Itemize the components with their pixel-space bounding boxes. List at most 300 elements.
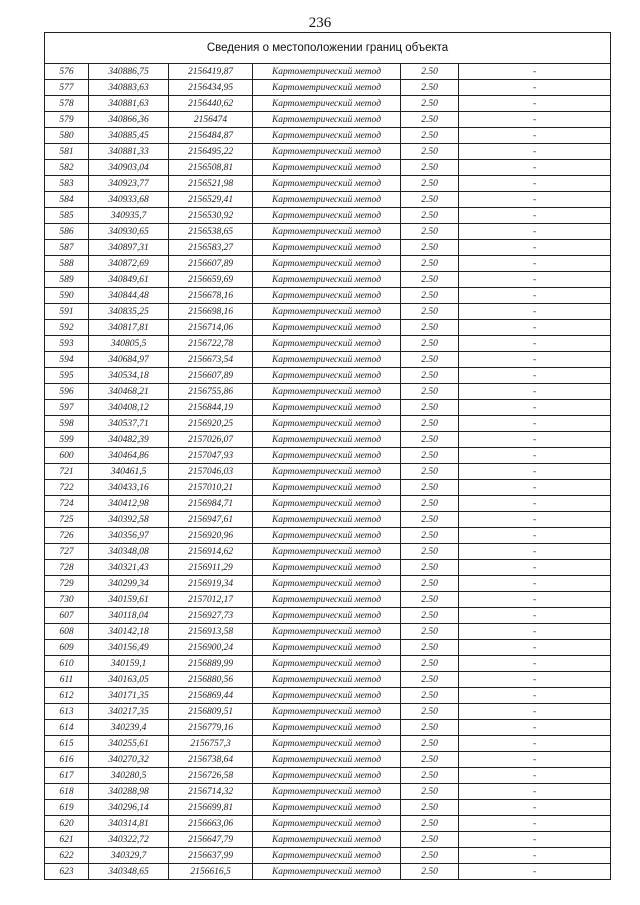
table-row (45, 480, 611, 496)
x-coordinate-cell: 340356,97 (89, 528, 169, 544)
x-coordinate-cell: 340322,72 (89, 832, 169, 848)
description-cell: - (459, 368, 611, 384)
table-row (45, 784, 611, 800)
x-coordinate-cell: 340872,69 (89, 256, 169, 272)
y-coordinate-cell: 2156673,54 (169, 352, 253, 368)
description-cell: - (459, 672, 611, 688)
description-cell: - (459, 352, 611, 368)
x-coordinate-cell: 340684,97 (89, 352, 169, 368)
method-cell: Картометрический метод (253, 736, 401, 752)
point-number-cell: 576 (45, 64, 89, 80)
point-number-cell: 594 (45, 352, 89, 368)
accuracy-cell: 2.50 (401, 432, 459, 448)
method-cell: Картометрический метод (253, 240, 401, 256)
y-coordinate-cell: 2156699,81 (169, 800, 253, 816)
method-cell: Картометрический метод (253, 640, 401, 656)
description-cell: - (459, 192, 611, 208)
description-cell: - (459, 240, 611, 256)
description-cell: - (459, 528, 611, 544)
accuracy-cell: 2.50 (401, 192, 459, 208)
description-cell: - (459, 416, 611, 432)
point-number-cell: 598 (45, 416, 89, 432)
method-cell: Картометрический метод (253, 160, 401, 176)
method-cell: Картометрический метод (253, 608, 401, 624)
table-row (45, 624, 611, 640)
accuracy-cell: 2.50 (401, 672, 459, 688)
y-coordinate-cell: 2156869,44 (169, 688, 253, 704)
x-coordinate-cell: 340534,18 (89, 368, 169, 384)
accuracy-cell: 2.50 (401, 160, 459, 176)
accuracy-cell: 2.50 (401, 448, 459, 464)
method-cell: Картометрический метод (253, 592, 401, 608)
x-coordinate-cell: 340408,12 (89, 400, 169, 416)
method-cell: Картометрический метод (253, 576, 401, 592)
y-coordinate-cell: 2156984,71 (169, 496, 253, 512)
x-coordinate-cell: 340897,31 (89, 240, 169, 256)
table-row (45, 720, 611, 736)
table-row (45, 560, 611, 576)
description-cell: - (459, 800, 611, 816)
y-coordinate-cell: 2157026,07 (169, 432, 253, 448)
accuracy-cell: 2.50 (401, 688, 459, 704)
accuracy-cell: 2.50 (401, 512, 459, 528)
point-number-cell: 729 (45, 576, 89, 592)
description-cell: - (459, 608, 611, 624)
y-coordinate-cell: 2156755,86 (169, 384, 253, 400)
y-coordinate-cell: 2156911,29 (169, 560, 253, 576)
x-coordinate-cell: 340321,43 (89, 560, 169, 576)
point-number-cell: 616 (45, 752, 89, 768)
accuracy-cell: 2.50 (401, 336, 459, 352)
method-cell: Картометрический метод (253, 432, 401, 448)
accuracy-cell: 2.50 (401, 464, 459, 480)
description-cell: - (459, 720, 611, 736)
x-coordinate-cell: 340866,36 (89, 112, 169, 128)
x-coordinate-cell: 340835,25 (89, 304, 169, 320)
description-cell: - (459, 128, 611, 144)
point-number-cell: 591 (45, 304, 89, 320)
x-coordinate-cell: 340163,05 (89, 672, 169, 688)
description-cell: - (459, 400, 611, 416)
accuracy-cell: 2.50 (401, 800, 459, 816)
table-row (45, 320, 611, 336)
accuracy-cell: 2.50 (401, 480, 459, 496)
table-row (45, 752, 611, 768)
x-coordinate-cell: 340159,1 (89, 656, 169, 672)
method-cell: Картометрический метод (253, 112, 401, 128)
point-number-cell: 620 (45, 816, 89, 832)
point-number-cell: 588 (45, 256, 89, 272)
x-coordinate-cell: 340935,7 (89, 208, 169, 224)
point-number-cell: 614 (45, 720, 89, 736)
y-coordinate-cell: 2156844,19 (169, 400, 253, 416)
method-cell: Картометрический метод (253, 864, 401, 880)
accuracy-cell: 2.50 (401, 848, 459, 864)
method-cell: Картометрический метод (253, 80, 401, 96)
method-cell: Картометрический метод (253, 96, 401, 112)
accuracy-cell: 2.50 (401, 64, 459, 80)
description-cell: - (459, 160, 611, 176)
description-cell: - (459, 784, 611, 800)
point-number-cell: 584 (45, 192, 89, 208)
y-coordinate-cell: 2156474 (169, 112, 253, 128)
accuracy-cell: 2.50 (401, 384, 459, 400)
x-coordinate-cell: 340883,63 (89, 80, 169, 96)
table-row (45, 464, 611, 480)
point-number-cell: 724 (45, 496, 89, 512)
method-cell: Картометрический метод (253, 528, 401, 544)
x-coordinate-cell: 340280,5 (89, 768, 169, 784)
table-row (45, 768, 611, 784)
method-cell: Картометрический метод (253, 464, 401, 480)
point-number-cell: 617 (45, 768, 89, 784)
accuracy-cell: 2.50 (401, 80, 459, 96)
accuracy-cell: 2.50 (401, 496, 459, 512)
accuracy-cell: 2.50 (401, 784, 459, 800)
description-cell: - (459, 336, 611, 352)
accuracy-cell: 2.50 (401, 240, 459, 256)
accuracy-cell: 2.50 (401, 224, 459, 240)
point-number-cell: 578 (45, 96, 89, 112)
y-coordinate-cell: 2156434,95 (169, 80, 253, 96)
x-coordinate-cell: 340805,5 (89, 336, 169, 352)
point-number-cell: 589 (45, 272, 89, 288)
accuracy-cell: 2.50 (401, 288, 459, 304)
method-cell: Картометрический метод (253, 512, 401, 528)
y-coordinate-cell: 2156900,24 (169, 640, 253, 656)
point-number-cell: 597 (45, 400, 89, 416)
table-row (45, 176, 611, 192)
point-number-cell: 590 (45, 288, 89, 304)
table-row (45, 272, 611, 288)
point-number-cell: 726 (45, 528, 89, 544)
point-number-cell: 619 (45, 800, 89, 816)
method-cell: Картометрический метод (253, 720, 401, 736)
accuracy-cell: 2.50 (401, 720, 459, 736)
y-coordinate-cell: 2156440,62 (169, 96, 253, 112)
y-coordinate-cell: 2156920,96 (169, 528, 253, 544)
accuracy-cell: 2.50 (401, 528, 459, 544)
table-row (45, 208, 611, 224)
x-coordinate-cell: 340464,86 (89, 448, 169, 464)
description-cell: - (459, 320, 611, 336)
x-coordinate-cell: 340296,14 (89, 800, 169, 816)
point-number-cell: 725 (45, 512, 89, 528)
table-row (45, 384, 611, 400)
description-cell: - (459, 752, 611, 768)
accuracy-cell: 2.50 (401, 640, 459, 656)
method-cell: Картометрический метод (253, 768, 401, 784)
table-row (45, 656, 611, 672)
accuracy-cell: 2.50 (401, 560, 459, 576)
description-cell: - (459, 384, 611, 400)
accuracy-cell: 2.50 (401, 144, 459, 160)
accuracy-cell: 2.50 (401, 320, 459, 336)
y-coordinate-cell: 2156927,73 (169, 608, 253, 624)
method-cell: Картометрический метод (253, 224, 401, 240)
y-coordinate-cell: 2156678,16 (169, 288, 253, 304)
x-coordinate-cell: 340392,58 (89, 512, 169, 528)
x-coordinate-cell: 340217,35 (89, 704, 169, 720)
method-cell: Картометрический метод (253, 624, 401, 640)
table-row (45, 544, 611, 560)
section-header-row (45, 33, 611, 64)
method-cell: Картометрический метод (253, 64, 401, 80)
x-coordinate-cell: 340239,4 (89, 720, 169, 736)
method-cell: Картометрический метод (253, 816, 401, 832)
method-cell: Картометрический метод (253, 752, 401, 768)
accuracy-cell: 2.50 (401, 864, 459, 880)
method-cell: Картометрический метод (253, 208, 401, 224)
method-cell: Картометрический метод (253, 304, 401, 320)
x-coordinate-cell: 340348,65 (89, 864, 169, 880)
x-coordinate-cell: 340288,98 (89, 784, 169, 800)
table-row (45, 304, 611, 320)
description-cell: - (459, 816, 611, 832)
description-cell: - (459, 432, 611, 448)
point-number-cell: 595 (45, 368, 89, 384)
point-number-cell: 586 (45, 224, 89, 240)
x-coordinate-cell: 340885,45 (89, 128, 169, 144)
table-row (45, 368, 611, 384)
page-number: 236 (308, 15, 332, 31)
x-coordinate-cell: 340171,35 (89, 688, 169, 704)
point-number-cell: 581 (45, 144, 89, 160)
method-cell: Картометрический метод (253, 448, 401, 464)
table-row (45, 256, 611, 272)
y-coordinate-cell: 2156583,27 (169, 240, 253, 256)
x-coordinate-cell: 340881,63 (89, 96, 169, 112)
x-coordinate-cell: 340844,48 (89, 288, 169, 304)
accuracy-cell: 2.50 (401, 272, 459, 288)
point-number-cell: 599 (45, 432, 89, 448)
accuracy-cell: 2.50 (401, 544, 459, 560)
method-cell: Картометрический метод (253, 256, 401, 272)
table-row (45, 704, 611, 720)
point-number-cell: 730 (45, 592, 89, 608)
y-coordinate-cell: 2156616,5 (169, 864, 253, 880)
description-cell: - (459, 848, 611, 864)
x-coordinate-cell: 340314,81 (89, 816, 169, 832)
x-coordinate-cell: 340299,34 (89, 576, 169, 592)
description-cell: - (459, 592, 611, 608)
x-coordinate-cell: 340255,61 (89, 736, 169, 752)
description-cell: - (459, 560, 611, 576)
table-row (45, 576, 611, 592)
x-coordinate-cell: 340142,18 (89, 624, 169, 640)
method-cell: Картометрический метод (253, 656, 401, 672)
table-row (45, 640, 611, 656)
y-coordinate-cell: 2156538,65 (169, 224, 253, 240)
x-coordinate-cell: 340930,65 (89, 224, 169, 240)
table-row (45, 800, 611, 816)
table-row (45, 736, 611, 752)
x-coordinate-cell: 340537,71 (89, 416, 169, 432)
description-cell: - (459, 576, 611, 592)
y-coordinate-cell: 2156913,58 (169, 624, 253, 640)
table-row (45, 160, 611, 176)
table-row (45, 240, 611, 256)
y-coordinate-cell: 2156607,89 (169, 368, 253, 384)
x-coordinate-cell: 340118,04 (89, 608, 169, 624)
method-cell: Картометрический метод (253, 800, 401, 816)
y-coordinate-cell: 2157047,93 (169, 448, 253, 464)
y-coordinate-cell: 2157012,17 (169, 592, 253, 608)
description-cell: - (459, 704, 611, 720)
y-coordinate-cell: 2156637,99 (169, 848, 253, 864)
table-row (45, 128, 611, 144)
method-cell: Картометрический метод (253, 672, 401, 688)
description-cell: - (459, 80, 611, 96)
y-coordinate-cell: 2157046,03 (169, 464, 253, 480)
method-cell: Картометрический метод (253, 368, 401, 384)
y-coordinate-cell: 2156914,62 (169, 544, 253, 560)
accuracy-cell: 2.50 (401, 608, 459, 624)
accuracy-cell: 2.50 (401, 176, 459, 192)
method-cell: Картометрический метод (253, 400, 401, 416)
table-row (45, 192, 611, 208)
y-coordinate-cell: 2156880,56 (169, 672, 253, 688)
point-number-cell: 579 (45, 112, 89, 128)
description-cell: - (459, 224, 611, 240)
accuracy-cell: 2.50 (401, 128, 459, 144)
x-coordinate-cell: 340923,77 (89, 176, 169, 192)
description-cell: - (459, 736, 611, 752)
accuracy-cell: 2.50 (401, 416, 459, 432)
table-row (45, 288, 611, 304)
method-cell: Картометрический метод (253, 544, 401, 560)
y-coordinate-cell: 2156647,79 (169, 832, 253, 848)
point-number-cell: 607 (45, 608, 89, 624)
accuracy-cell: 2.50 (401, 400, 459, 416)
y-coordinate-cell: 2156714,32 (169, 784, 253, 800)
point-number-cell: 596 (45, 384, 89, 400)
point-number-cell: 587 (45, 240, 89, 256)
x-coordinate-cell: 340482,39 (89, 432, 169, 448)
method-cell: Картометрический метод (253, 480, 401, 496)
x-coordinate-cell: 340817,81 (89, 320, 169, 336)
x-coordinate-cell: 340461,5 (89, 464, 169, 480)
method-cell: Картометрический метод (253, 272, 401, 288)
point-number-cell: 618 (45, 784, 89, 800)
x-coordinate-cell: 340849,61 (89, 272, 169, 288)
description-cell: - (459, 304, 611, 320)
table-row (45, 448, 611, 464)
accuracy-cell: 2.50 (401, 832, 459, 848)
table-row (45, 80, 611, 96)
description-cell: - (459, 176, 611, 192)
description-cell: - (459, 64, 611, 80)
method-cell: Картометрический метод (253, 288, 401, 304)
method-cell: Картометрический метод (253, 320, 401, 336)
y-coordinate-cell: 2156726,58 (169, 768, 253, 784)
x-coordinate-cell: 340903,04 (89, 160, 169, 176)
accuracy-cell: 2.50 (401, 704, 459, 720)
y-coordinate-cell: 2156757,3 (169, 736, 253, 752)
table-row (45, 112, 611, 128)
accuracy-cell: 2.50 (401, 624, 459, 640)
point-number-cell: 582 (45, 160, 89, 176)
method-cell: Картометрический метод (253, 352, 401, 368)
description-cell: - (459, 688, 611, 704)
description-cell: - (459, 656, 611, 672)
point-number-cell: 593 (45, 336, 89, 352)
accuracy-cell: 2.50 (401, 592, 459, 608)
y-coordinate-cell: 2156920,25 (169, 416, 253, 432)
accuracy-cell: 2.50 (401, 656, 459, 672)
accuracy-cell: 2.50 (401, 256, 459, 272)
accuracy-cell: 2.50 (401, 768, 459, 784)
table-row (45, 688, 611, 704)
x-coordinate-cell: 340156,49 (89, 640, 169, 656)
point-number-cell: 621 (45, 832, 89, 848)
table-row (45, 608, 611, 624)
y-coordinate-cell: 2156947,61 (169, 512, 253, 528)
table-row (45, 96, 611, 112)
accuracy-cell: 2.50 (401, 368, 459, 384)
table-row (45, 672, 611, 688)
method-cell: Картометрический метод (253, 144, 401, 160)
point-number-cell: 580 (45, 128, 89, 144)
table-row (45, 512, 611, 528)
description-cell: - (459, 464, 611, 480)
point-number-cell: 608 (45, 624, 89, 640)
description-cell: - (459, 272, 611, 288)
method-cell: Картометрический метод (253, 784, 401, 800)
description-cell: - (459, 480, 611, 496)
point-number-cell: 583 (45, 176, 89, 192)
y-coordinate-cell: 2156659,69 (169, 272, 253, 288)
table-row (45, 816, 611, 832)
point-number-cell: 585 (45, 208, 89, 224)
description-cell: - (459, 624, 611, 640)
point-number-cell: 615 (45, 736, 89, 752)
point-number-cell: 727 (45, 544, 89, 560)
description-cell: - (459, 288, 611, 304)
method-cell: Картометрический метод (253, 704, 401, 720)
method-cell: Картометрический метод (253, 832, 401, 848)
method-cell: Картометрический метод (253, 416, 401, 432)
table-row (45, 400, 611, 416)
point-number-cell: 611 (45, 672, 89, 688)
point-number-cell: 612 (45, 688, 89, 704)
table-row (45, 528, 611, 544)
y-coordinate-cell: 2156529,41 (169, 192, 253, 208)
y-coordinate-cell: 2156484,87 (169, 128, 253, 144)
x-coordinate-cell: 340468,21 (89, 384, 169, 400)
x-coordinate-cell: 340886,75 (89, 64, 169, 80)
method-cell: Картометрический метод (253, 688, 401, 704)
table-row (45, 592, 611, 608)
y-coordinate-cell: 2156698,16 (169, 304, 253, 320)
accuracy-cell: 2.50 (401, 352, 459, 368)
point-number-cell: 592 (45, 320, 89, 336)
x-coordinate-cell: 340412,98 (89, 496, 169, 512)
description-cell: - (459, 496, 611, 512)
table-row (45, 848, 611, 864)
table-row (45, 832, 611, 848)
point-number-cell: 623 (45, 864, 89, 880)
description-cell: - (459, 512, 611, 528)
accuracy-cell: 2.50 (401, 304, 459, 320)
method-cell: Картометрический метод (253, 848, 401, 864)
table-row (45, 64, 611, 80)
y-coordinate-cell: 2156521,98 (169, 176, 253, 192)
method-cell: Картометрический метод (253, 128, 401, 144)
accuracy-cell: 2.50 (401, 736, 459, 752)
description-cell: - (459, 640, 611, 656)
table-row (45, 864, 611, 880)
